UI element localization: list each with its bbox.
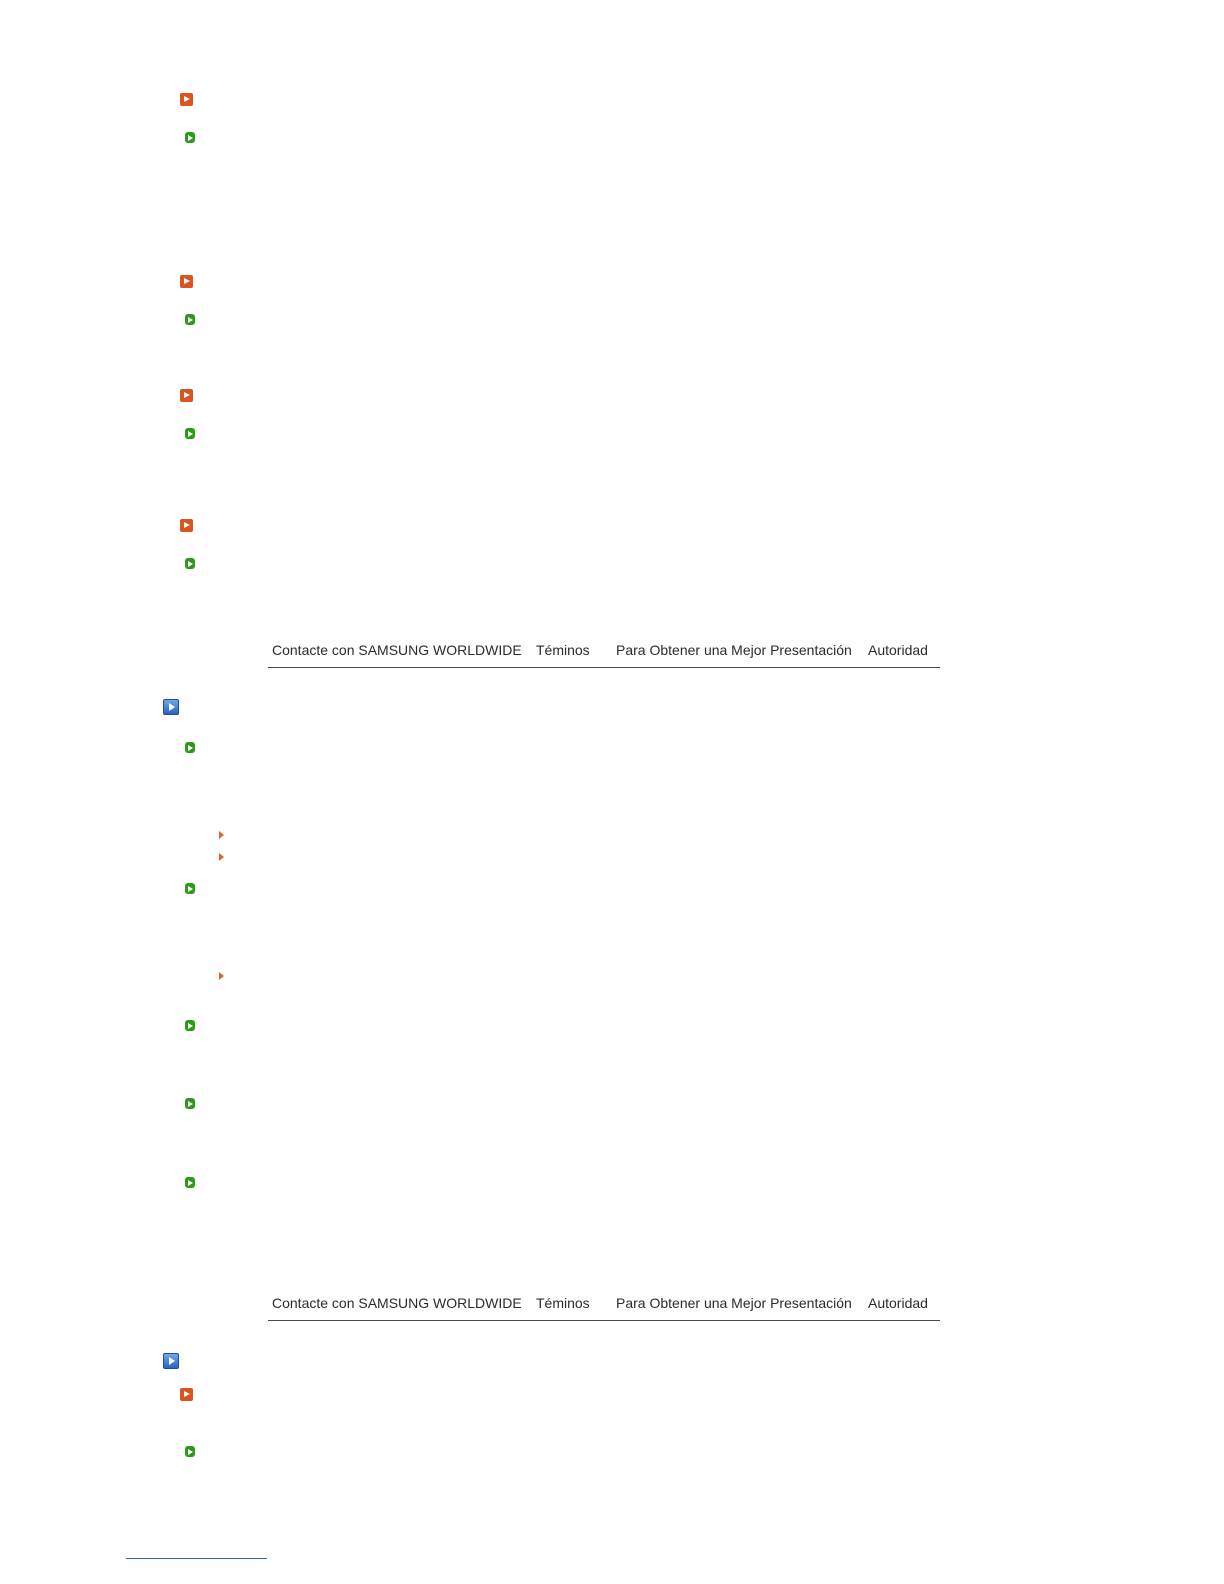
answer-icon (185, 1020, 195, 1031)
problem-icon (180, 275, 193, 288)
problem-icon (180, 389, 193, 402)
answer-icon (185, 1177, 195, 1188)
terms-link[interactable]: Téminos (536, 1295, 590, 1311)
answer-icon (185, 314, 195, 325)
answer-icon (185, 1098, 195, 1109)
contact-samsung-link[interactable]: Contacte con SAMSUNG WORLDWIDE (272, 642, 522, 658)
answer-icon (185, 883, 195, 894)
answer-icon (185, 428, 195, 439)
bullet-arrow-icon (219, 853, 224, 861)
better-display-link[interactable]: Para Obtener una Mejor Presentación (616, 1295, 852, 1311)
footer-nav (268, 1294, 940, 1321)
answer-icon (185, 132, 195, 143)
authority-link[interactable]: Autoridad (868, 642, 928, 658)
bullet-arrow-icon (219, 831, 224, 839)
footnote-separator (126, 1558, 267, 1559)
terms-link[interactable]: Téminos (536, 642, 590, 658)
problem-icon (180, 93, 193, 106)
problem-icon (180, 519, 193, 532)
section-icon (163, 699, 179, 715)
answer-icon (185, 1446, 195, 1457)
contact-samsung-link[interactable]: Contacte con SAMSUNG WORLDWIDE (272, 1295, 522, 1311)
footer-nav (268, 641, 940, 668)
problem-icon (180, 1388, 193, 1401)
answer-icon (185, 558, 195, 569)
answer-icon (185, 742, 195, 753)
authority-link[interactable]: Autoridad (868, 1295, 928, 1311)
section-icon (163, 1353, 179, 1369)
bullet-arrow-icon (219, 972, 224, 980)
better-display-link[interactable]: Para Obtener una Mejor Presentación (616, 642, 852, 658)
